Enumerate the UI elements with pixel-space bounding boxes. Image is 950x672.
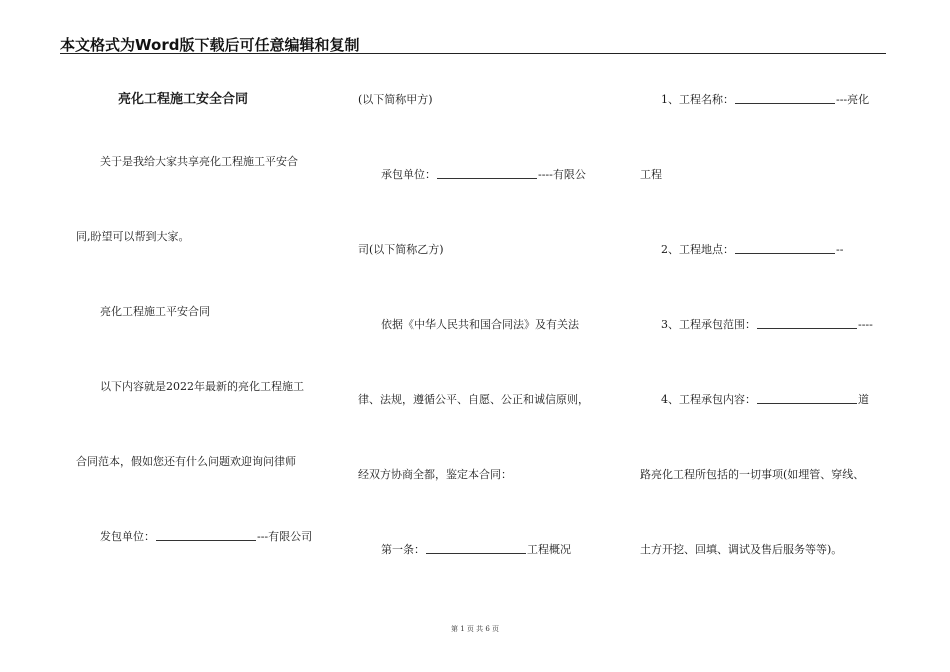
header-rule	[60, 53, 886, 54]
paragraph-line: 工程	[640, 168, 662, 181]
blank-underline	[735, 102, 835, 104]
project-name-line	[661, 93, 869, 107]
paragraph-line: 亮化工程施工平安合同	[100, 305, 210, 318]
field-label: 3、工程承包范围：	[661, 318, 756, 331]
contractor-line	[381, 168, 586, 182]
paragraph-line: 合同范本，假如您还有什么问题欢迎询问律师	[76, 455, 296, 468]
paragraph-line: (以下简称甲方)	[358, 93, 433, 106]
paragraph-line: 依据《中华人民共和国合同法》及有关法	[381, 318, 579, 331]
article-one-line	[381, 543, 571, 557]
paragraph-line: 土方开挖、回填、调试及售后服务等等)。	[640, 543, 843, 556]
page-number: 第 1 页 共 6 页	[450, 625, 500, 633]
blank-underline	[437, 177, 537, 179]
field-suffix: ---亮化	[836, 93, 870, 106]
paragraph-line: 经双方协商全都，鉴定本合同：	[358, 468, 512, 481]
field-suffix: ----	[858, 318, 873, 331]
paragraph-line: 律、法规，遵循公平、自愿、公正和诚信原则，	[358, 393, 589, 406]
field-label: 承包单位：	[381, 168, 436, 181]
field-suffix: ----有限公	[538, 168, 586, 181]
paragraph-line: 路亮化工程所包括的一切事项(如埋管、穿线、	[640, 468, 865, 481]
blank-underline	[757, 402, 857, 404]
field-suffix: 道	[858, 393, 869, 406]
field-label: 2、工程地点：	[661, 243, 734, 256]
project-content-line	[661, 393, 869, 407]
blank-underline	[735, 252, 835, 254]
project-scope-line	[661, 318, 873, 332]
blank-underline	[156, 539, 256, 541]
field-label: 发包单位：	[100, 530, 155, 543]
field-suffix: --	[836, 243, 844, 256]
blank-underline	[757, 327, 857, 329]
project-location-line	[661, 243, 843, 257]
paragraph-line: 以下内容就是2022年最新的亮化工程施工	[100, 380, 304, 393]
document-header: 本文格式为Word版下载后可任意编辑和复制	[60, 36, 360, 54]
field-label: 4、工程承包内容：	[661, 393, 756, 406]
paragraph-line: 司(以下简称乙方)	[358, 243, 444, 256]
document-title: 亮化工程施工安全合同	[118, 92, 249, 107]
blank-underline	[426, 552, 526, 554]
field-suffix: 工程概况	[527, 543, 571, 556]
field-label: 1、工程名称：	[661, 93, 734, 106]
field-suffix: ---有限公司	[257, 530, 313, 543]
paragraph-line: 关于是我给大家共享亮化工程施工平安合	[100, 155, 298, 168]
paragraph-line: 同,盼望可以帮到大家。	[76, 230, 190, 243]
field-label: 第一条：	[381, 543, 425, 556]
employer-line	[100, 530, 312, 544]
